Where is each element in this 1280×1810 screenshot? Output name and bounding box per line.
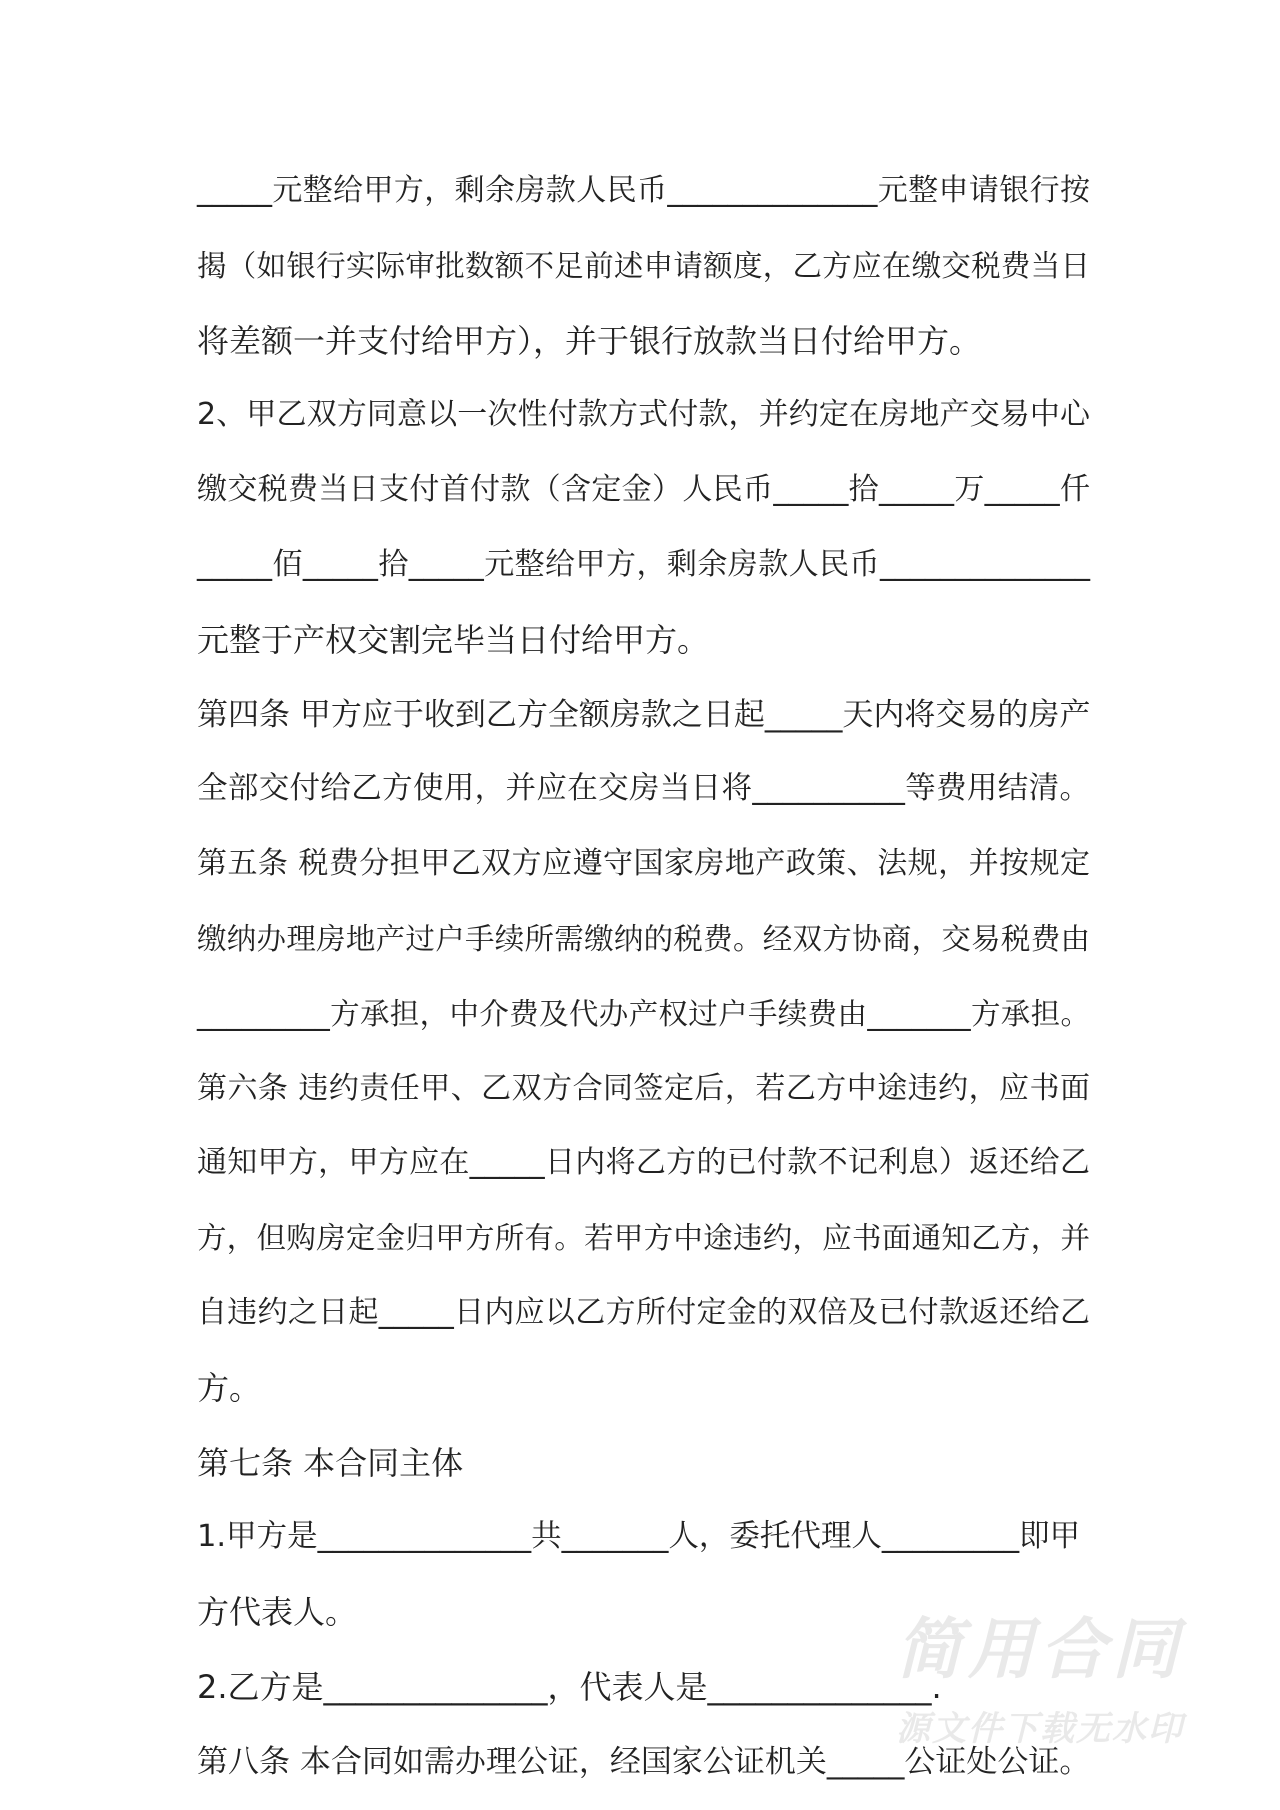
text-line: 2.乙方是______________，代表人是______________. bbox=[197, 1667, 942, 1706]
text-line: 缴交税费当日支付首付款（含定金）人民币_____拾_____万_____仟 bbox=[197, 472, 1090, 508]
text-line: 全部交付给乙方使用，并应在交房当日将__________等费用结清。 bbox=[197, 771, 1090, 807]
text-line: 通知甲方，甲方应在_____日内将乙方的已付款不记利息）返还给乙 bbox=[197, 1145, 1090, 1181]
article-7: 第七条 本合同主体 bbox=[197, 1443, 464, 1482]
article-4: 第四条 甲方应于收到乙方全额房款之日起_____天内将交易的房产 bbox=[197, 696, 1091, 733]
text-line: 2、甲乙双方同意以一次性付款方式付款，并约定在房地产交易中心 bbox=[197, 397, 1090, 433]
text-line: _________方承担，中介费及代办产权过户手续费由_______方承担。 bbox=[197, 996, 1090, 1031]
document-body bbox=[197, 154, 1090, 1800]
article-6: 第六条 违约责任甲、乙双方合同签定后，若乙方中途违约，应书面 bbox=[197, 1070, 1090, 1106]
watermark-logo bbox=[890, 1610, 1190, 1754]
text-line: 方。 bbox=[197, 1368, 262, 1407]
text-line: 揭（如银行实际审批数额不足前述申请额度，乙方应在缴交税费当日 bbox=[197, 248, 1090, 283]
text-line: _____元整给甲方，剩余房款人民币______________元整申请银行按 bbox=[197, 173, 1090, 208]
watermark-subtitle: 源文件下载无水印 bbox=[896, 1709, 1184, 1749]
article-5: 第五条 税费分担甲乙双方应遵守国家房地产政策、法规，并按规定 bbox=[197, 846, 1090, 882]
text-line: 自违约之日起_____日内应以乙方所付定金的双倍及已付款返还给乙 bbox=[197, 1294, 1090, 1330]
text-line: 元整于产权交割完毕当日付给甲方。 bbox=[197, 620, 710, 659]
text-line: 将差额一并支付给甲方），并于银行放款当日付给甲方。 bbox=[197, 321, 982, 360]
article-8: 第八条 本合同如需办理公证，经国家公证机关_____公证处公证。 bbox=[197, 1743, 1091, 1780]
text-line: 方，但购房定金归甲方所有。若甲方中途违约，应书面通知乙方，并 bbox=[197, 1221, 1090, 1256]
text-line: _____佰_____拾_____元整给甲方，剩余房款人民币______________ bbox=[197, 546, 1090, 582]
watermark-title: 简用合同 bbox=[896, 1611, 1184, 1688]
text-line: 1.甲方是______________共_______人，委托代理人_________即甲 bbox=[197, 1519, 1081, 1555]
text-line: 方代表人。 bbox=[197, 1593, 358, 1632]
text-line: 缴纳办理房地产过户手续所需缴纳的税费。经双方协商，交易税费由 bbox=[197, 921, 1090, 956]
